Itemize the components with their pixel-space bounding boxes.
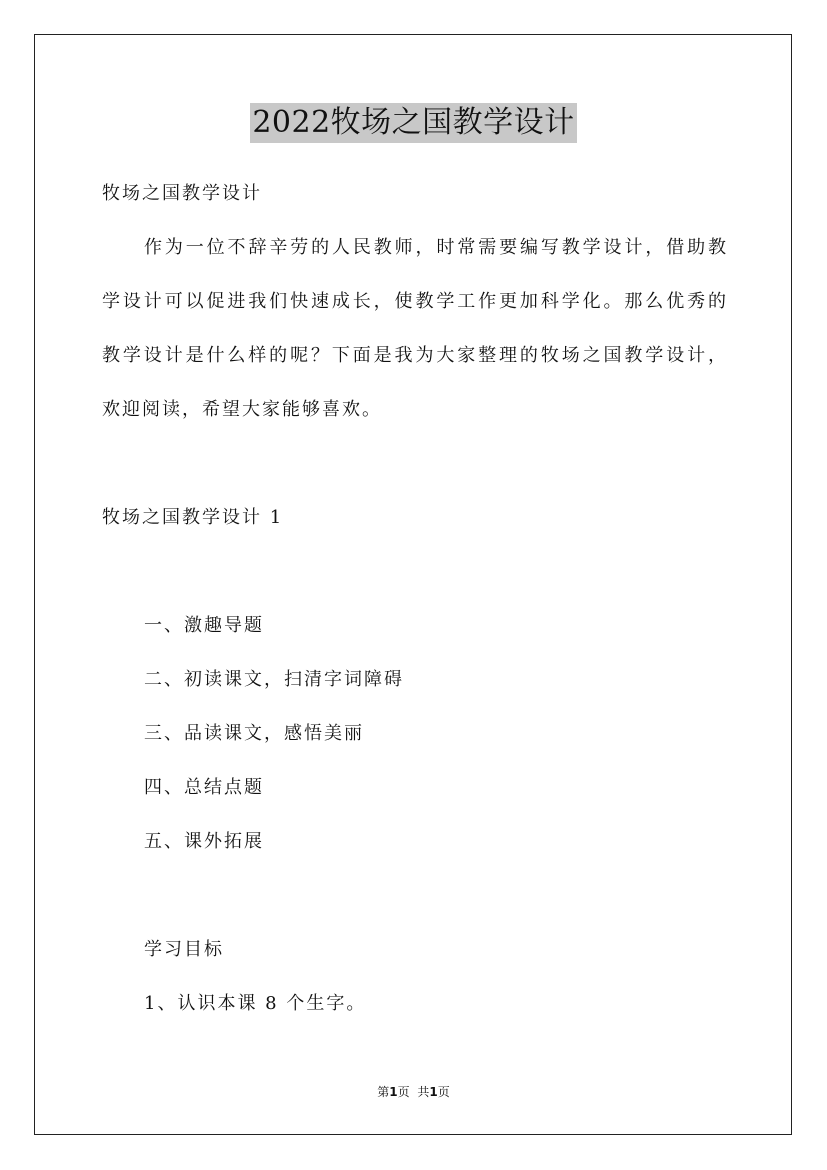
section-heading: 牧场之国教学设计 1 [102, 507, 284, 528]
document-title [0, 102, 827, 143]
goals-heading: 学习目标 [144, 939, 224, 960]
intro-line-3: 教学设计是什么样的呢？下面是我为大家整理的牧场之国教学设计， [102, 345, 726, 366]
step-item-4: 四、总结点题 [144, 777, 264, 798]
intro-line-2: 学设计可以促进我们快速成长，使教学工作更加科学化。那么优秀的 [102, 291, 726, 312]
step-item-5: 五、课外拓展 [144, 831, 264, 852]
footer-page-number: 1 [389, 1085, 398, 1099]
document-subtitle: 牧场之国教学设计 [102, 183, 262, 204]
goal-item-1: 1、认识本课 8 个生字。 [144, 993, 367, 1014]
page-footer [0, 1084, 827, 1100]
intro-line-4: 欢迎阅读，希望大家能够喜欢。 [102, 399, 382, 420]
step-item-2: 二、初读课文，扫清字词障碍 [144, 669, 404, 690]
footer-page-prefix: 第 [377, 1085, 390, 1099]
footer-total-suffix: 页 [437, 1085, 450, 1099]
footer-total-prefix: 共 [417, 1085, 430, 1099]
step-item-3: 三、品读课文，感悟美丽 [144, 723, 364, 744]
document-title-text: 2022牧场之国教学设计 [250, 103, 576, 143]
footer-page-suffix: 页 [397, 1085, 410, 1099]
intro-line-1: 作为一位不辞辛劳的人民教师，时常需要编写教学设计，借助教 [144, 237, 726, 258]
step-item-1: 一、激趣导题 [144, 615, 264, 636]
footer-total-pages: 1 [429, 1085, 438, 1099]
